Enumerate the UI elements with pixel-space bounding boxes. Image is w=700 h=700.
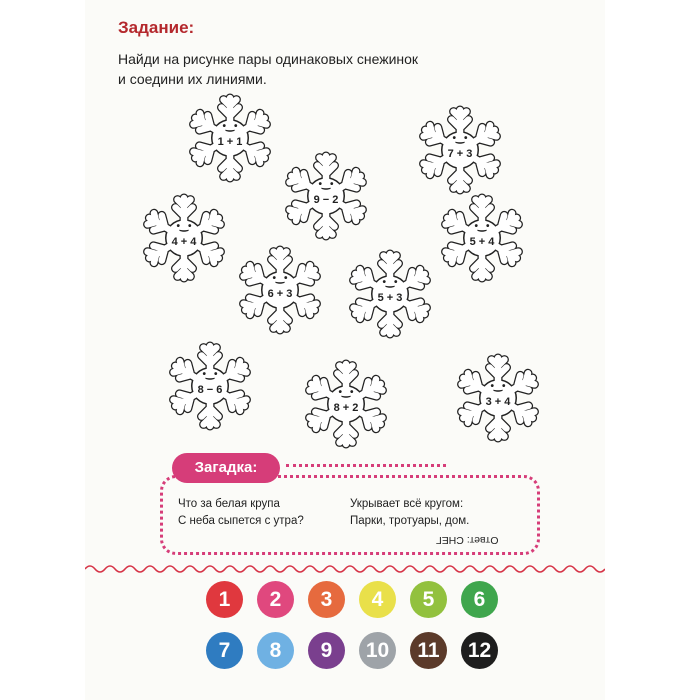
wavy-divider	[85, 562, 605, 576]
page-number-12[interactable]: 12	[461, 632, 498, 669]
page-number-5[interactable]: 5	[410, 581, 447, 618]
riddle-dotted-line	[286, 464, 446, 467]
snowflake-expression: 8 − 6	[197, 384, 223, 396]
riddle-line: Парки, тротуары, дом.	[350, 515, 470, 527]
riddle-left-verse	[178, 496, 304, 530]
page-number-3[interactable]: 3	[308, 581, 345, 618]
snowflake-face: •‿•	[382, 277, 398, 288]
task-line-2: и соедини их линиями.	[118, 71, 267, 87]
riddle-line: Что за белая крупа	[178, 498, 280, 510]
snowflake-expression: 8 + 2	[333, 402, 359, 414]
snowflake-face: •‿•	[452, 133, 468, 144]
snowflake-face: •‿•	[176, 221, 192, 232]
snowflake-expression: 5 + 3	[377, 292, 403, 304]
snowflake[interactable]	[164, 340, 256, 432]
page-number-grid	[206, 581, 502, 687]
snowflake[interactable]	[436, 192, 528, 284]
snowflake-face: •‿•	[272, 273, 288, 284]
snowflake[interactable]	[344, 248, 436, 340]
snowflake[interactable]	[300, 358, 392, 450]
snowflake[interactable]	[280, 150, 372, 242]
page-number-10[interactable]: 10	[359, 632, 396, 669]
snowflake-face: •‿•	[338, 387, 354, 398]
snowflake-face: •‿•	[490, 381, 506, 392]
snowflake-expression: 6 + 3	[267, 288, 293, 300]
snowflake-expression: 1 + 1	[217, 136, 243, 148]
task-instructions	[118, 49, 498, 89]
snowflake-expression: 5 + 4	[469, 236, 495, 248]
snowflake-expression: 3 + 4	[485, 396, 511, 408]
riddle-badge: Загадка:	[172, 453, 280, 483]
snowflake[interactable]	[184, 92, 276, 184]
snowflake-face: •‿•	[474, 221, 490, 232]
page-number-6[interactable]: 6	[461, 581, 498, 618]
page-number-11[interactable]: 11	[410, 632, 447, 669]
snowflake[interactable]	[452, 352, 544, 444]
snowflake[interactable]	[138, 192, 230, 284]
page-number-8[interactable]: 8	[257, 632, 294, 669]
page-number-4[interactable]: 4	[359, 581, 396, 618]
snowflake-expression: 9 − 2	[313, 194, 339, 206]
task-title: Задание:	[118, 18, 195, 37]
snowflake-face: •‿•	[202, 369, 218, 380]
page-number-1[interactable]: 1	[206, 581, 243, 618]
task-line-1: Найди на рисунке пары одинаковых снежинок	[118, 51, 419, 67]
riddle-line: С неба сыпется с утра?	[178, 515, 304, 527]
snowflake[interactable]	[414, 104, 506, 196]
snowflake-face: •‿•	[222, 121, 238, 132]
page-number-9[interactable]: 9	[308, 632, 345, 669]
snowflake[interactable]	[234, 244, 326, 336]
riddle-line: Укрывает всё кругом:	[350, 498, 464, 510]
riddle-right-verse	[350, 496, 469, 530]
page-number-7[interactable]: 7	[206, 632, 243, 669]
snowflake-expression: 7 + 3	[447, 148, 473, 160]
riddle-answer-upside-down: Ответ: СНЕГ	[436, 534, 499, 546]
snowflake-face: •‿•	[318, 179, 334, 190]
snowflake-expression: 4 + 4	[171, 236, 197, 248]
page-number-2[interactable]: 2	[257, 581, 294, 618]
